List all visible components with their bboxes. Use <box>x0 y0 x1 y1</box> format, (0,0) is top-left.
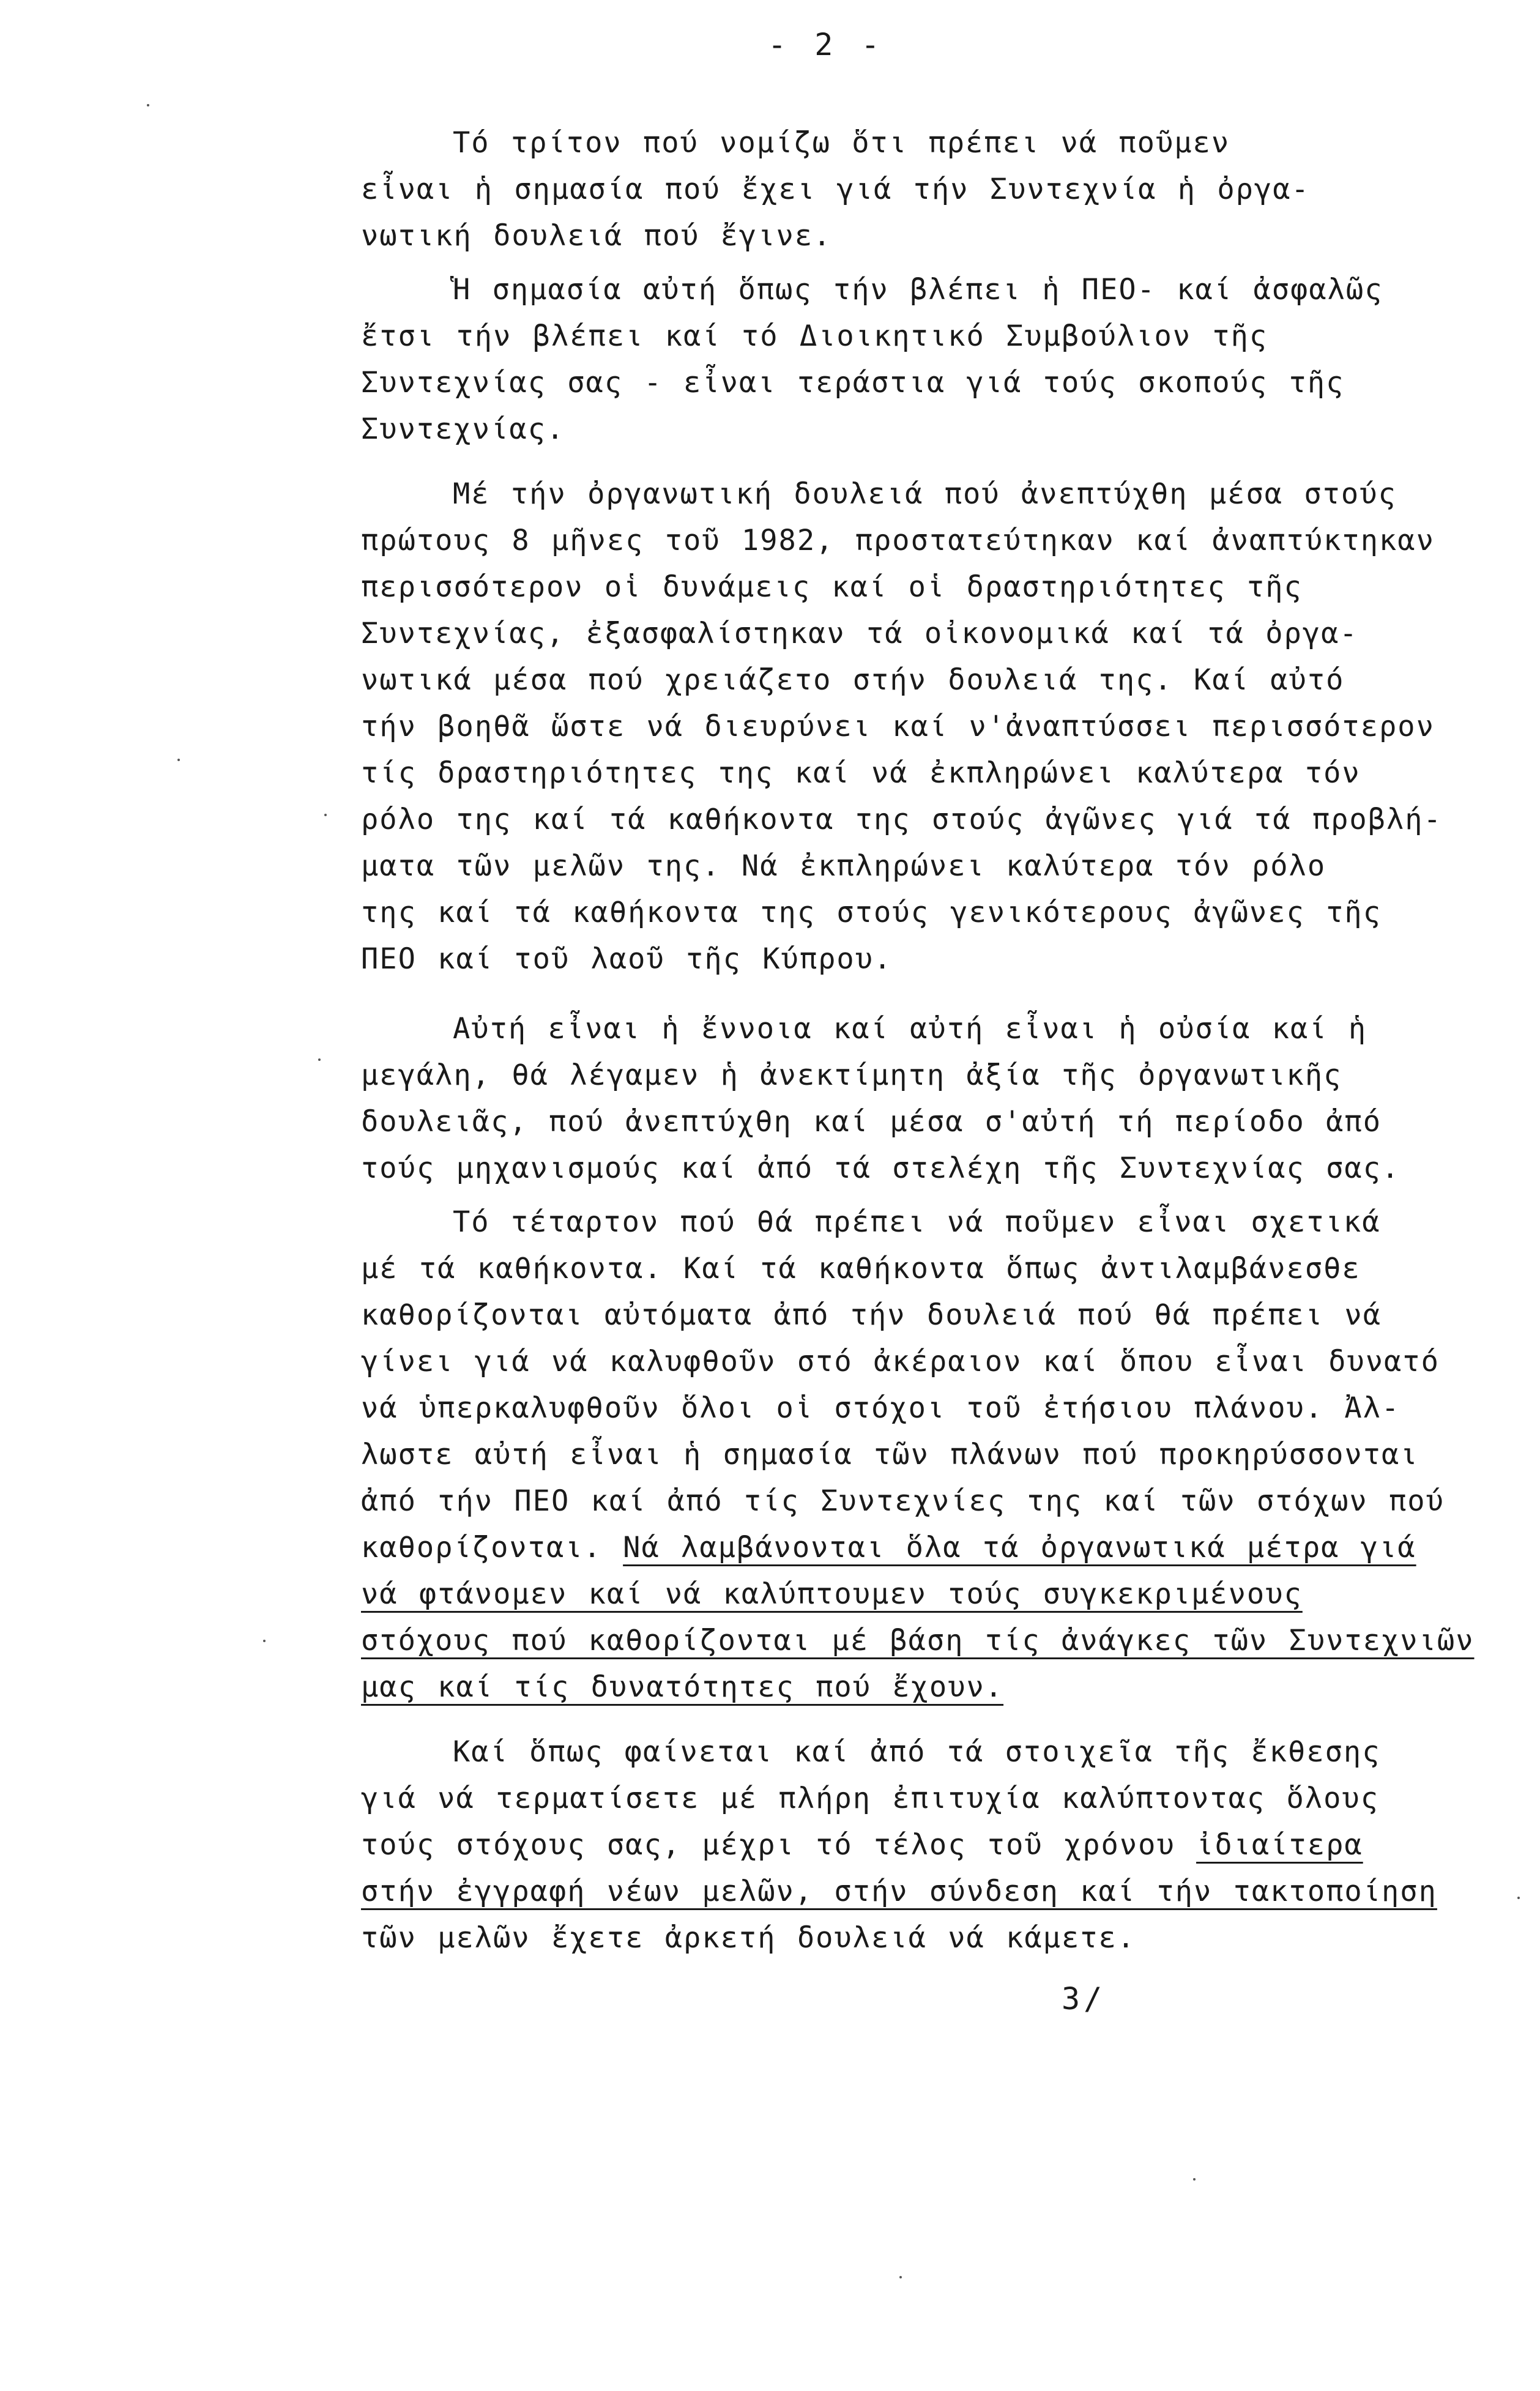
scan-speck <box>263 1640 266 1642</box>
text-line <box>361 1618 1475 1664</box>
text-line <box>361 797 1442 843</box>
paragraph-5 <box>361 1199 1475 1711</box>
line-text: ἔτσι τήν βλέπει καί τό Διοικητικό Συμβούλιον τῆς <box>361 319 1268 353</box>
text-line <box>361 1478 1445 1525</box>
text-line <box>361 890 1438 936</box>
line-text: δουλειᾶς, πού ἀνεπτύχθη καί μέσα σ'αὐτή τή περίοδο ἀπό <box>361 1105 1382 1139</box>
line-text: μεγάλη, θά λέγαμεν ἡ ἀνεκτίμητη ἀξία τῆς ὀργανωτικῆς <box>361 1058 1342 1092</box>
page-number: - 2 - <box>768 27 885 62</box>
line-text: Ἡ σημασία αὐτή ὅπως τήν βλέπει ἡ ΠΕΟ- καί ἀσφαλῶς <box>453 273 1383 307</box>
text-line <box>361 313 1438 360</box>
text-line <box>361 406 1438 453</box>
scan-speck <box>1193 2178 1196 2181</box>
line-text: τῶν μελῶν ἔχετε ἀρκετή δουλειά νά κάμετε. <box>361 1921 1136 1955</box>
text-line <box>361 611 1438 657</box>
text-line <box>361 1145 1438 1192</box>
text-line <box>361 360 1438 406</box>
line-text: γιά νά τερματίσετε μέ πλήρη ἐπιτυχία καλύπτοντας ὅλους <box>361 1782 1380 1815</box>
line-text: Αὐτή εἶναι ἡ ἔννοια καί αὐτή εἶναι ἡ οὐσία καί ἡ <box>453 1012 1367 1046</box>
line-text: Μέ τήν ὀργανωτική δουλειά πού ἀνεπτύχθη μέσα στούς <box>453 477 1397 511</box>
underlined-text: στήν ἐγγραφή νέων μελῶν, στήν σύνδεση καί τήν τακτοποίηση <box>361 1875 1437 1908</box>
scan-speck <box>318 1058 321 1061</box>
line-text: καθορίζονται. <box>361 1531 623 1564</box>
text-line <box>361 1052 1438 1099</box>
line-text: γίνει γιά νά καλυφθοῦν στό ἀκέραιον καί ὅπου εἶναι δυνατό <box>361 1345 1440 1378</box>
text-line <box>361 1664 1438 1711</box>
text-line <box>361 1729 1438 1776</box>
text-line <box>361 1292 1438 1339</box>
paragraph-6 <box>361 1729 1438 1962</box>
line-text: τίς δραστηριότητες της καί νά ἐκπληρώνει καλύτερα τόν <box>361 756 1361 790</box>
text-line <box>361 1385 1438 1432</box>
text-line <box>361 1199 1438 1246</box>
text-line <box>361 704 1438 750</box>
line-text: καθορίζονται αὐτόματα ἀπό τήν δουλειά πού θά πρέπει νά <box>361 1298 1382 1332</box>
line-text: Συντεχνίας σας - εἶναι τεράστια γιά τούς σκοπούς τῆς <box>361 366 1345 400</box>
text-line <box>361 1822 1438 1869</box>
text-line <box>361 166 1438 213</box>
line-text: πρώτους 8 μῆνες τοῦ 1982, προστατεύτηκαν καί ἀναπτύκτηκαν <box>361 524 1435 557</box>
text-line <box>361 1571 1438 1618</box>
line-text: νωτική δουλειά πού ἔγινε. <box>361 219 832 253</box>
line-text: μέ τά καθήκοντα. Καί τά καθήκοντα ὅπως ἀντιλαμβάνεσθε <box>361 1252 1361 1285</box>
scan-speck <box>177 759 180 761</box>
paragraph-1 <box>361 120 1438 259</box>
text-line <box>361 1006 1438 1052</box>
text-line <box>361 1099 1438 1145</box>
underlined-text: μας καί τίς δυνατότητες πού ἔχουν. <box>361 1670 1004 1704</box>
text-line <box>361 518 1438 564</box>
text-line <box>361 1525 1438 1571</box>
text-line <box>361 1246 1438 1292</box>
text-line <box>361 1776 1438 1822</box>
line-text: ἀπό τήν ΠΕΟ καί ἀπό τίς Συντεχνίες της καί τῶν στόχων πού <box>361 1484 1445 1518</box>
text-line <box>361 750 1438 797</box>
text-line <box>361 564 1438 611</box>
line-text: ματα τῶν μελῶν της. Νά ἐκπληρώνει καλύτερα τόν ρόλο <box>361 849 1326 883</box>
text-line <box>361 1339 1438 1385</box>
paragraph-2 <box>361 267 1438 453</box>
line-text: τούς μηχανισμούς καί ἀπό τά στελέχη τῆς Συντεχνίας σας. <box>361 1151 1401 1185</box>
line-text: ΠΕΟ καί τοῦ λαοῦ τῆς Κύπρου. <box>361 942 893 976</box>
scan-speck <box>147 104 149 106</box>
line-text: Συντεχνίας, ἐξασφαλίστηκαν τά οἰκονομικά καί τά ὀργα- <box>361 617 1358 650</box>
line-text: Τό τρίτον πού νομίζω ὅτι πρέπει νά ποῦμεν <box>453 126 1230 160</box>
line-text: εἶναι ἡ σημασία πού ἔχει γιά τήν Συντεχνία ἡ ὀργα- <box>361 173 1310 206</box>
text-line <box>361 1915 1438 1962</box>
text-line <box>361 471 1438 518</box>
line-text: περισσότερον οἱ δυνάμεις καί οἱ δραστηριότητες τῆς <box>361 570 1303 604</box>
line-text: Τό τέταρτον πού θά πρέπει νά ποῦμεν εἶναι σχετικά <box>453 1205 1381 1239</box>
line-text: λωστε αὐτή εἶναι ἡ σημασία τῶν πλάνων πού προκηρύσσονται <box>361 1438 1419 1471</box>
underlined-text: ἰδιαίτερα <box>1196 1828 1363 1862</box>
text-line <box>361 213 1438 259</box>
continuation-mark: 3/ <box>1062 1981 1106 2017</box>
text-line <box>361 657 1438 704</box>
line-text: της καί τά καθήκοντα της στούς γενικότερους ἀγῶνες τῆς <box>361 896 1382 929</box>
line-text: τούς στόχους σας, μέχρι τό τέλος τοῦ χρόνου <box>361 1828 1197 1862</box>
line-text: νά ὑπερκαλυφθοῦν ὅλοι οἱ στόχοι τοῦ ἐτήσιου πλάνου. Ἀλ- <box>361 1391 1401 1425</box>
line-text: Συντεχνίας. <box>361 412 565 446</box>
paragraph-3 <box>361 471 1442 983</box>
scan-speck <box>899 2276 902 2278</box>
underlined-text: Νά λαμβάνονται ὅλα τά ὀργανωτικά μέτρα γιά <box>623 1531 1416 1564</box>
text-line <box>361 267 1438 313</box>
paragraph-4 <box>361 1006 1438 1192</box>
scan-speck <box>1517 1897 1520 1899</box>
text-line <box>361 936 1438 983</box>
underlined-text: στόχους πού καθορίζονται μέ βάση τίς ἀνάγκες τῶν Συντεχνιῶν <box>361 1624 1475 1657</box>
text-line <box>361 843 1438 890</box>
line-text: νωτικά μέσα πού χρειάζετο στήν δουλειά της. Καί αὐτό <box>361 663 1345 697</box>
line-text: τήν βοηθᾶ ὥστε νά διευρύνει καί ν'ἀναπτύσσει περισσότερον <box>361 710 1435 743</box>
text-line <box>361 1869 1438 1915</box>
text-line <box>361 120 1438 166</box>
scan-speck <box>324 814 327 816</box>
line-text: ρόλο της καί τά καθήκοντα της στούς ἀγῶνες γιά τά προβλή- <box>361 803 1442 836</box>
text-line <box>361 1432 1438 1478</box>
underlined-text: νά φτάνομεν καί νά καλύπτουμεν τούς συγκεκριμένους <box>361 1577 1303 1611</box>
line-text: Καί ὅπως φαίνεται καί ἀπό τά στοιχεῖα τῆς ἔκθεσης <box>453 1735 1381 1769</box>
